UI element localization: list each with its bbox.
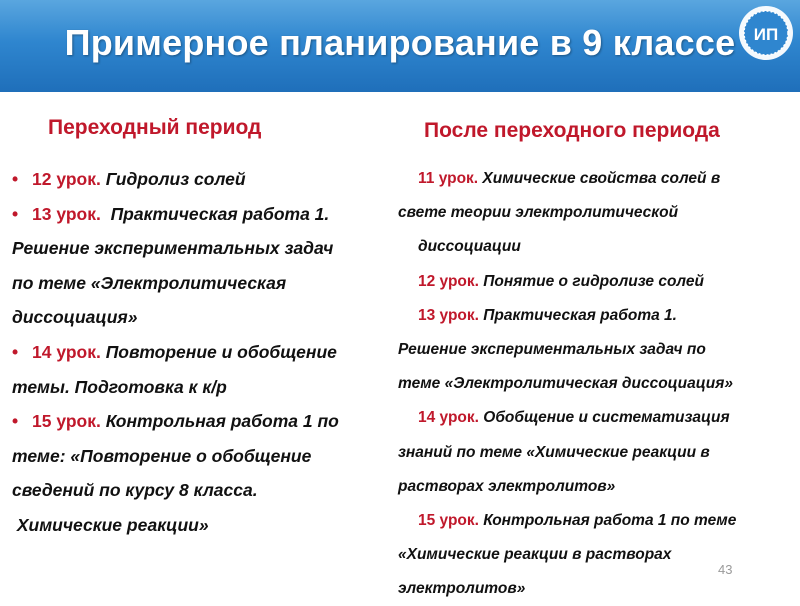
left-line-0 bbox=[12, 162, 392, 197]
line-text: Контрольная работа 1 по теме bbox=[478, 511, 737, 529]
right-line-12 bbox=[398, 572, 794, 606]
line-text: растворах электролитов» bbox=[398, 477, 616, 495]
line-text: диссоциация» bbox=[12, 307, 138, 328]
line-text: темы. Подготовка к к/р bbox=[12, 376, 227, 397]
line-text: знаний по теме «Химические реакции в bbox=[398, 443, 710, 461]
bullet-marker: • bbox=[12, 341, 19, 362]
lesson-number: 15 урок. bbox=[32, 411, 101, 432]
left-line-9 bbox=[12, 473, 392, 508]
right-line-8 bbox=[398, 436, 794, 470]
line-text: «Химические реакции в растворах bbox=[398, 546, 672, 564]
line-text: Химические реакции» bbox=[12, 514, 209, 535]
title-banner bbox=[0, 0, 800, 92]
line-text: Решение экспериментальных задач bbox=[12, 238, 334, 259]
left-line-5 bbox=[12, 335, 392, 370]
lesson-number: 14 урок. bbox=[418, 409, 479, 427]
right-line-3 bbox=[398, 265, 794, 299]
bullet-marker: • bbox=[12, 169, 19, 189]
lesson-number: 15 урок. bbox=[418, 511, 479, 529]
right-line-7 bbox=[398, 401, 794, 435]
right-line-10 bbox=[398, 504, 794, 538]
bullet-marker: • bbox=[12, 203, 19, 224]
bullet-marker: • bbox=[12, 411, 19, 432]
right-line-4 bbox=[398, 299, 794, 333]
line-text: Химические свойства солей в bbox=[478, 170, 721, 187]
line-text: по теме «Электролитическая bbox=[12, 272, 287, 293]
left-line-1 bbox=[12, 197, 392, 232]
line-text: свете теории электролитической bbox=[398, 204, 679, 222]
lesson-number: 13 урок. bbox=[418, 306, 479, 324]
logo-lettering: ИП bbox=[753, 25, 779, 44]
line-text: диссоциации bbox=[418, 238, 521, 256]
right-line-5 bbox=[398, 333, 794, 367]
left-line-10 bbox=[12, 508, 392, 543]
right-line-9 bbox=[398, 470, 794, 504]
left-line-7 bbox=[12, 404, 392, 439]
left-line-2 bbox=[12, 231, 392, 266]
page-title: Примерное планирование в 9 классе bbox=[64, 22, 736, 63]
left-line-3 bbox=[12, 266, 392, 301]
right-line-11 bbox=[398, 538, 794, 572]
lesson-number: 14 урок. bbox=[32, 341, 101, 362]
right-line-6 bbox=[398, 367, 794, 401]
left-line-6 bbox=[12, 370, 392, 405]
line-text: Контрольная работа 1 по bbox=[100, 411, 339, 432]
right-column-list bbox=[398, 162, 794, 606]
line-text: Понятие о гидролизе солей bbox=[478, 272, 704, 290]
lesson-number: 11 урок. bbox=[418, 170, 479, 187]
line-text: Повторение и обобщение bbox=[100, 341, 337, 362]
left-line-4 bbox=[12, 300, 392, 335]
line-text: электролитов» bbox=[398, 580, 526, 598]
institute-logo bbox=[737, 4, 795, 62]
line-text: теме: «Повторение о обобщение bbox=[12, 445, 312, 466]
line-text: Решение экспериментальных задач по bbox=[398, 340, 706, 358]
lesson-number: 12 урок. bbox=[418, 272, 479, 290]
right-column-heading: После переходного периода bbox=[424, 119, 720, 142]
page-number: 43 bbox=[718, 562, 733, 577]
line-text: сведений по курсу 8 класса. bbox=[12, 480, 258, 501]
line-text: Практическая работа 1. bbox=[478, 306, 677, 324]
left-column-heading: Переходный период bbox=[48, 116, 262, 139]
right-line-0 bbox=[398, 162, 794, 196]
line-text: Обобщение и систематизация bbox=[478, 409, 730, 427]
left-line-8 bbox=[12, 439, 392, 474]
right-line-1 bbox=[398, 196, 794, 230]
line-text: теме «Электролитическая диссоциация» bbox=[398, 375, 733, 393]
lesson-number: 12 урок. bbox=[32, 169, 101, 189]
lesson-number: 13 урок. bbox=[32, 203, 101, 224]
line-text: Практическая работа 1. bbox=[100, 203, 330, 224]
left-column-list bbox=[12, 162, 392, 543]
right-line-2 bbox=[398, 230, 794, 264]
line-text: Гидролиз солей bbox=[100, 169, 246, 189]
